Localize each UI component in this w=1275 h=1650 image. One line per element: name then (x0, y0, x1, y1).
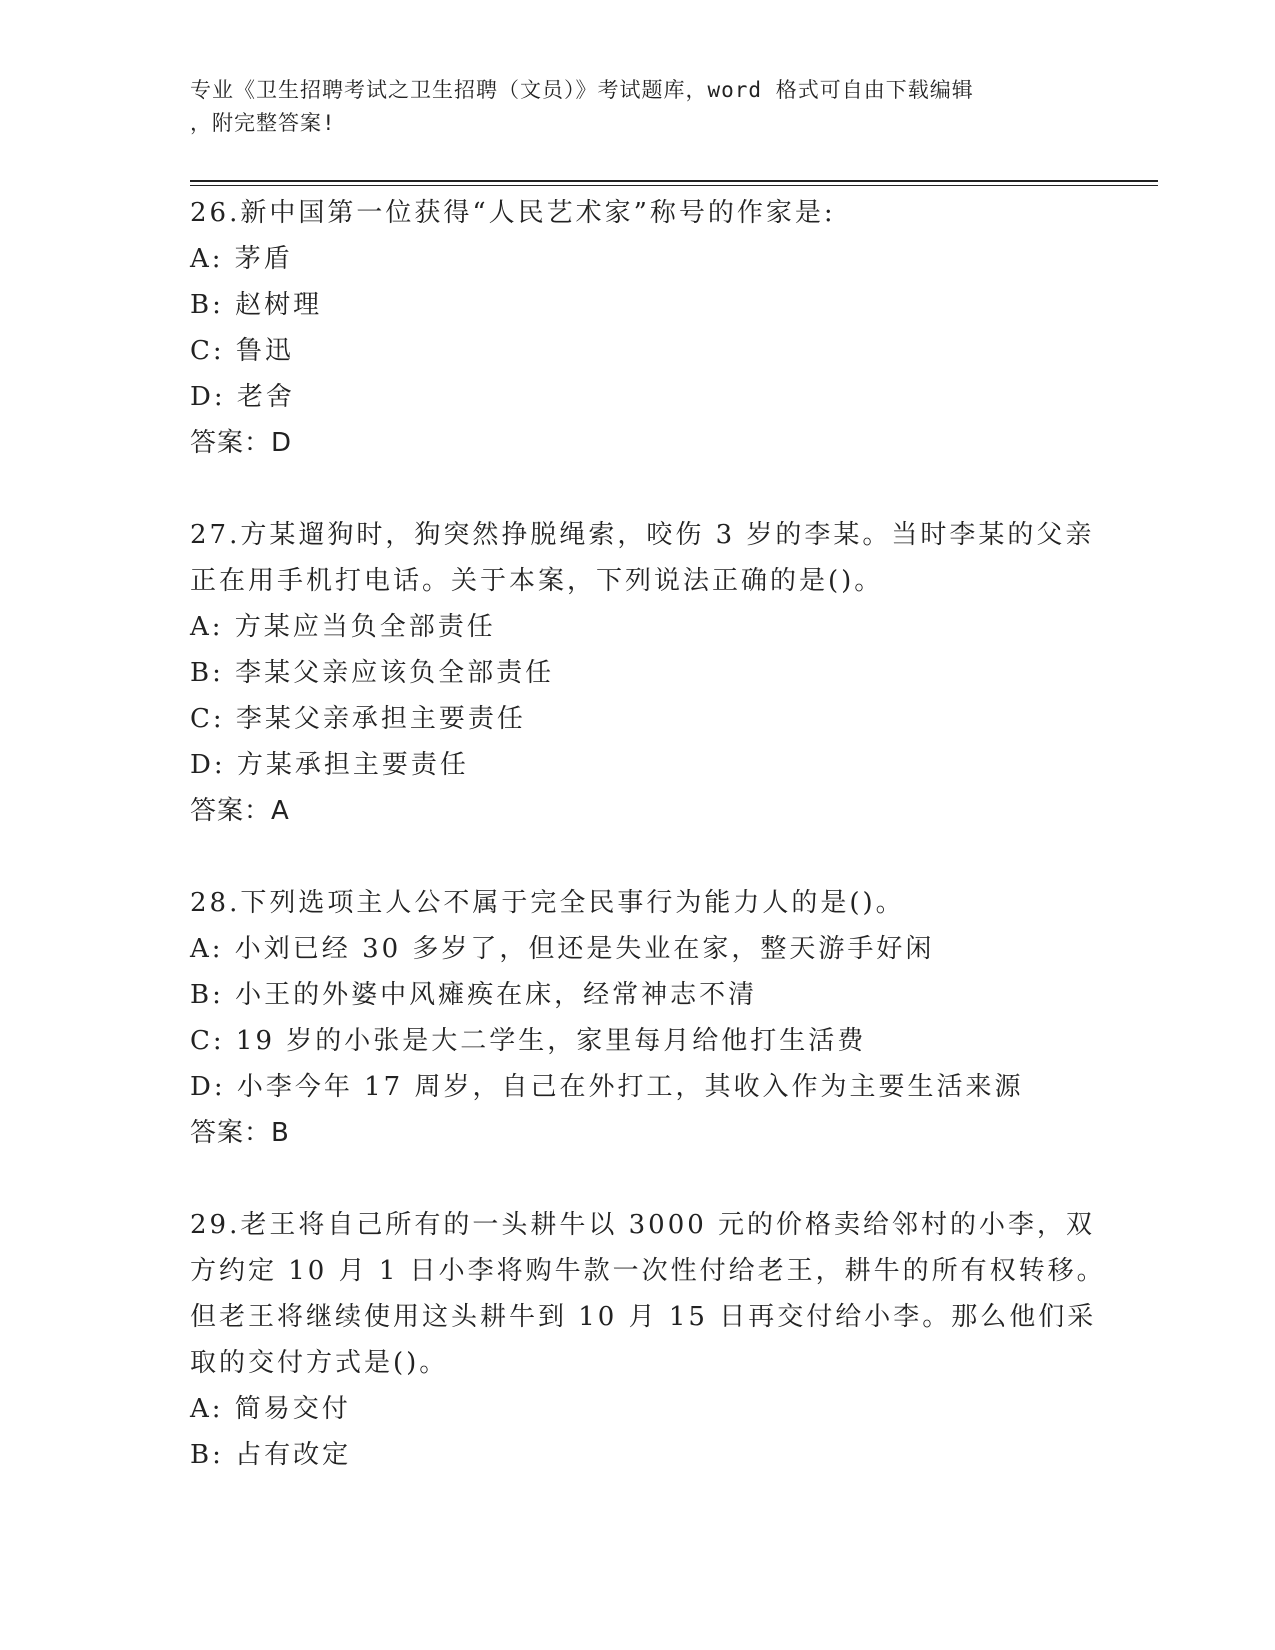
question-stem (190, 1202, 1110, 1386)
option-d: D: 老舍 (190, 382, 295, 412)
option-c: C: 李某父亲承担主要责任 (190, 704, 526, 734)
option-b: B: 小王的外婆中风瘫痪在床，经常神志不清 (190, 980, 758, 1010)
option-b: B: 占有改定 (190, 1440, 352, 1470)
question-stem (190, 512, 1110, 604)
stem-line: 27.方某遛狗时，狗突然挣脱绳索，咬伤 3 岁的李某。当时李某的父亲 (190, 520, 1095, 550)
question-27 (190, 512, 1110, 834)
stem-line: 正在用手机打电话。关于本案，下列说法正确的是()。 (190, 566, 884, 596)
header-rule-thick (190, 180, 1158, 182)
stem-line: 26.新中国第一位获得“人民艺术家”称号的作家是: (190, 198, 836, 228)
spacer (190, 466, 1110, 512)
stem-line: 但老王将继续使用这头耕牛到 10 月 15 日再交付给小李。那么他们采 (190, 1302, 1097, 1332)
answer-label: 答案：D (190, 428, 293, 458)
stem-line: 取的交付方式是()。 (190, 1348, 449, 1378)
header-rule-thin (190, 185, 1158, 186)
option-a: A: 小刘已经 30 多岁了，但还是失业在家，整天游手好闲 (190, 934, 935, 964)
stem-line: 29.老王将自己所有的一头耕牛以 3000 元的价格卖给邻村的小李，双 (190, 1210, 1096, 1240)
header-line-2: ，附完整答案! (190, 111, 336, 135)
option-d: D: 方某承担主要责任 (190, 750, 469, 780)
document-header (190, 74, 1070, 140)
question-29 (190, 1202, 1110, 1478)
header-line-1: 专业《卫生招聘考试之卫生招聘（文员）》考试题库，word 格式可自由下载编辑 (190, 78, 974, 102)
stem-line: 方约定 10 月 1 日小李将购牛款一次性付给老王，耕牛的所有权转移。 (190, 1256, 1106, 1286)
option-c: C: 19 岁的小张是大二学生，家里每月给他打生活费 (190, 1026, 867, 1056)
stem-line: 28.下列选项主人公不属于完全民事行为能力人的是()。 (190, 888, 905, 918)
option-a: A: 茅盾 (190, 244, 293, 274)
option-c: C: 鲁迅 (190, 336, 294, 366)
question-list (190, 190, 1110, 1478)
question-stem (190, 880, 1110, 926)
spacer (190, 834, 1110, 880)
answer-label: 答案：B (190, 1118, 290, 1148)
spacer (190, 1156, 1110, 1202)
question-28 (190, 880, 1110, 1156)
option-b: B: 李某父亲应该负全部责任 (190, 658, 555, 688)
question-stem (190, 190, 1110, 236)
option-a: A: 方某应当负全部责任 (190, 612, 496, 642)
answer-label: 答案：A (190, 796, 290, 826)
question-26 (190, 190, 1110, 466)
option-d: D: 小李今年 17 周岁，自己在外打工，其收入作为主要生活来源 (190, 1072, 1024, 1102)
option-b: B: 赵树理 (190, 290, 323, 320)
option-a: A: 简易交付 (190, 1394, 351, 1424)
